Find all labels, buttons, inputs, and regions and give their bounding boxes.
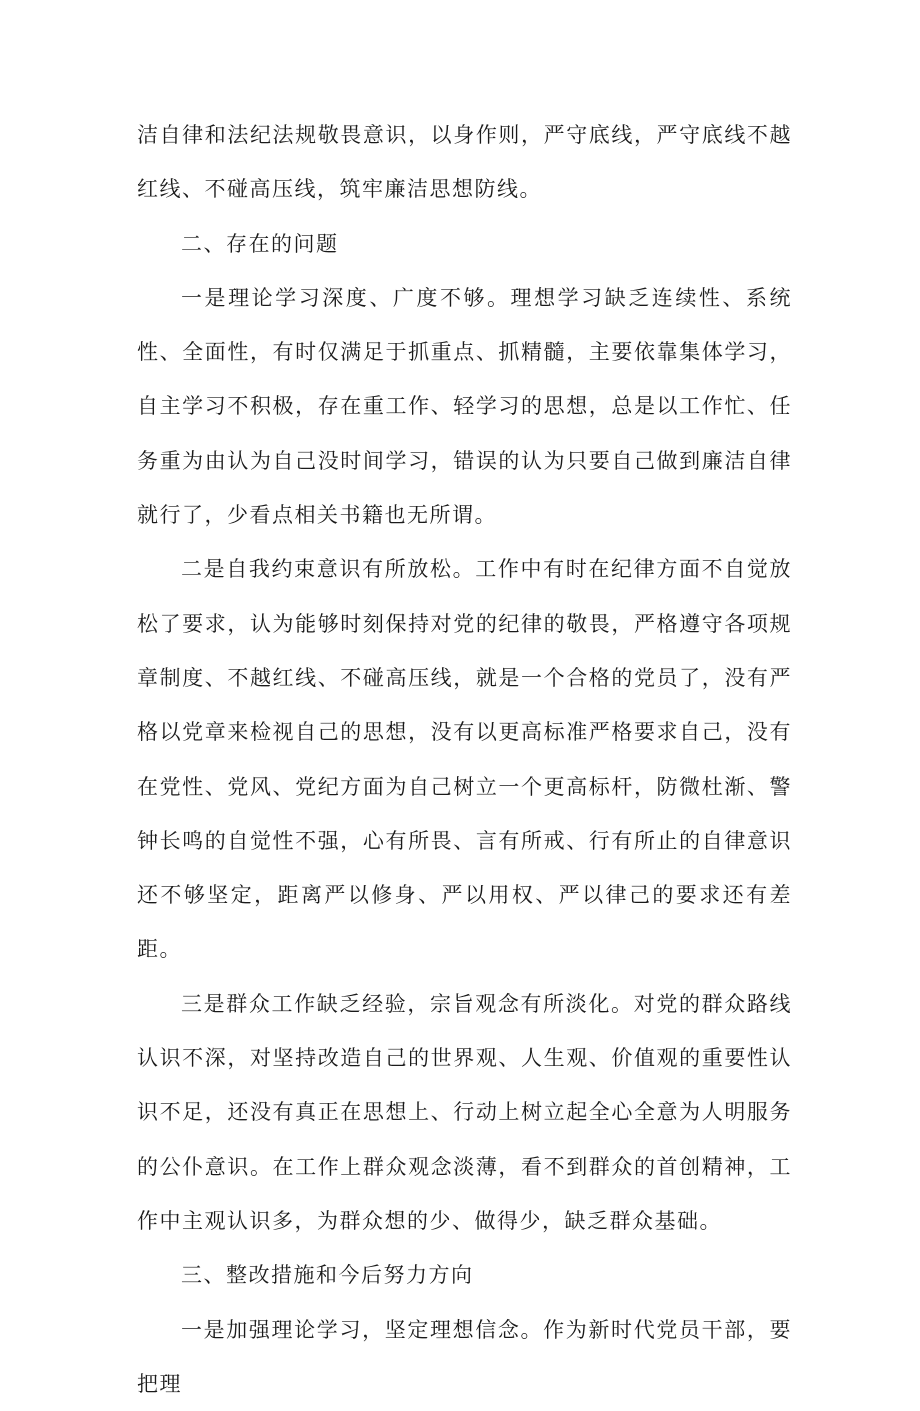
paragraph-problem-2: 二是自我约束意识有所放松。工作中有时在纪律方面不自觉放松了要求，认为能够时刻保持对党的纪律的敬畏，严格遵守各项规章制度、不越红线、不碰高压线，就是一个合格的党员了，没有严格以党章来检视自己的思想，没有以更高标准严格要求自己，没有在党性、党风、党纪方面为自己树立一个更高标杆，防微杜渐、警钟长鸣的自觉性不强，心有所畏、言有所戒、行有所止的自律意识还不够坚定，距离严以修身、严以用权、严以律己的要求还有差距。 bbox=[137, 557, 792, 962]
paragraph-continuation: 洁自律和法纪法规敬畏意识，以身作则，严守底线，严守底线不越红线、不碰高压线，筑牢廉洁思想防线。 bbox=[137, 123, 792, 202]
section-heading-problems: 二、存在的问题 bbox=[181, 231, 339, 256]
paragraph-measure-1: 一是加强理论学习，坚定理想信念。作为新时代党员干部，要把理 bbox=[137, 1317, 792, 1396]
paragraph-problem-3: 三是群众工作缺乏经验，宗旨观念有所淡化。对党的群众路线认识不深，对坚持改造自己的世界观、人生观、价值观的重要性认识不足，还没有真正在思想上、行动上树立起全心全意为人明服务的公仆意识。在工作上群众观念淡薄，看不到群众的首创精神，工作中主观认识多，为群众想的少、做得少，缺乏群众基础。 bbox=[137, 991, 792, 1233]
section-heading-measures: 三、整改措施和今后努力方向 bbox=[181, 1263, 474, 1288]
document-body bbox=[137, 108, 792, 1411]
paragraph-problem-1: 一是理论学习深度、广度不够。理想学习缺乏连续性、系统性、全面性，有时仅满足于抓重点、抓精髓，主要依靠集体学习，自主学习不积极，存在重工作、轻学习的思想，总是以工作忙、任务重为由认为自己没时间学习，错误的认为只要自己做到廉洁自律就行了，少看点相关书籍也无所谓。 bbox=[137, 285, 792, 528]
